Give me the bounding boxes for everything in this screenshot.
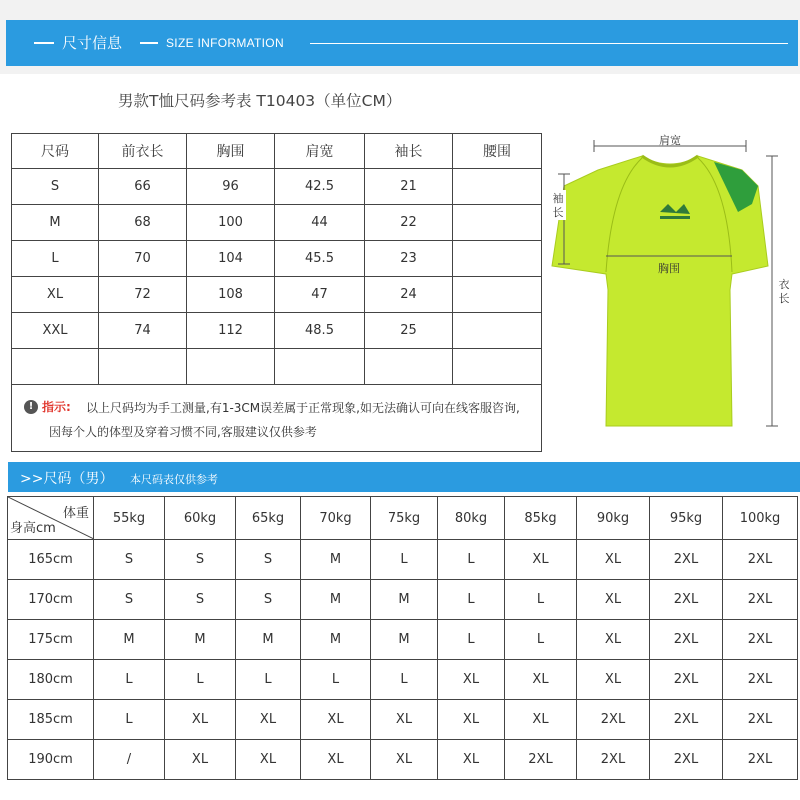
size-cell: XL [505, 540, 577, 580]
ref-cell: 23 [365, 241, 453, 277]
length-label [779, 278, 790, 305]
size-cell: L [371, 660, 438, 700]
size-cell: 2XL [723, 540, 798, 580]
size-cell: S [165, 540, 236, 580]
ref-col-header: 尺码 [12, 134, 99, 169]
ref-cell: 100 [187, 205, 275, 241]
height-cell: 190cm [8, 740, 94, 780]
note-text-line2: 因每个人的体型及穿着习惯不同,客服建议仅供参考 [49, 425, 317, 439]
size-cell: L [438, 620, 505, 660]
fit-table-row [8, 700, 798, 740]
size-cell: XL [438, 700, 505, 740]
weight-header: 100kg [723, 497, 798, 540]
weight-header: 95kg [650, 497, 723, 540]
note-box [11, 384, 542, 452]
size-cell: XL [301, 740, 371, 780]
weight-header: 75kg [371, 497, 438, 540]
note-text-line1: 以上尺码均为手工测量,有1-3CM误差属于正常现象,如无法确认可向在线客服咨询, [86, 401, 520, 415]
size-cell: L [505, 580, 577, 620]
fit-table-corner [8, 497, 94, 540]
size-cell: XL [505, 700, 577, 740]
fit-table-row [8, 660, 798, 700]
ref-cell: 47 [275, 277, 365, 313]
fit-table-header [8, 497, 798, 540]
length-label-char2: 长 [778, 292, 790, 305]
ref-cell: XL [12, 277, 99, 313]
ref-cell: 25 [365, 313, 453, 349]
size-cell: 2XL [723, 740, 798, 780]
ref-col-header: 肩宽 [275, 134, 365, 169]
size-cell: M [236, 620, 301, 660]
size-cell: XL [165, 700, 236, 740]
size-cell: 2XL [650, 580, 723, 620]
ref-cell [453, 349, 542, 385]
size-cell: XL [371, 700, 438, 740]
ref-cell: 44 [275, 205, 365, 241]
fit-table [7, 496, 798, 780]
ref-table-row [12, 313, 542, 349]
tshirt-diagram [542, 126, 800, 436]
ref-cell: 45.5 [275, 241, 365, 277]
ref-cell: XXL [12, 313, 99, 349]
size-cell: 2XL [505, 740, 577, 780]
size-cell: S [236, 580, 301, 620]
ref-cell: 22 [365, 205, 453, 241]
ref-col-header: 袖长 [365, 134, 453, 169]
tshirt-diagram-svg [542, 126, 800, 436]
size-cell: 2XL [723, 660, 798, 700]
ref-cell [453, 169, 542, 205]
weight-header: 80kg [438, 497, 505, 540]
size-cell: 2XL [650, 700, 723, 740]
section-header [6, 20, 798, 66]
ref-cell: 70 [99, 241, 187, 277]
size-cell: S [165, 580, 236, 620]
info-icon: ! [24, 400, 38, 414]
ref-table-row [12, 349, 542, 385]
sleeve-label-char1: 袖 [552, 192, 564, 205]
size-cell: L [94, 660, 165, 700]
ref-cell: S [12, 169, 99, 205]
weight-header: 60kg [165, 497, 236, 540]
sleeve-label-char2: 长 [552, 206, 564, 219]
ref-cell: 42.5 [275, 169, 365, 205]
size-cell: 2XL [650, 540, 723, 580]
fit-table-row [8, 540, 798, 580]
size-cell: XL [505, 660, 577, 700]
ref-size-table [11, 133, 542, 385]
ref-table-row [12, 205, 542, 241]
weight-header: 65kg [236, 497, 301, 540]
size-cell: 2XL [723, 620, 798, 660]
ref-cell: 72 [99, 277, 187, 313]
ref-cell: 68 [99, 205, 187, 241]
ref-cell: 48.5 [275, 313, 365, 349]
size-cell: XL [371, 740, 438, 780]
size-cell: 2XL [577, 740, 650, 780]
size-cell: L [301, 660, 371, 700]
corner-weight-label: 体重 [62, 506, 89, 521]
ref-table-row [12, 277, 542, 313]
size-cell: M [165, 620, 236, 660]
height-cell: 185cm [8, 700, 94, 740]
ref-col-header: 胸围 [187, 134, 275, 169]
size-cell: S [94, 540, 165, 580]
size-chart-bar [8, 462, 800, 492]
ref-cell [187, 349, 275, 385]
size-cell: S [236, 540, 301, 580]
size-cell: XL [165, 740, 236, 780]
size-cell: XL [236, 700, 301, 740]
size-cell: S [94, 580, 165, 620]
size-cell: XL [577, 620, 650, 660]
size-cell: 2XL [723, 700, 798, 740]
ref-cell: 112 [187, 313, 275, 349]
ref-cell: 66 [99, 169, 187, 205]
corner-height-label: 身高cm [10, 521, 56, 536]
size-cell: 2XL [723, 580, 798, 620]
ref-cell [453, 313, 542, 349]
header-rule [310, 43, 788, 44]
size-cell: L [371, 540, 438, 580]
size-cell: 2XL [650, 620, 723, 660]
ref-cell: L [12, 241, 99, 277]
length-label-char1: 衣 [778, 278, 790, 291]
ref-cell [275, 349, 365, 385]
size-cell: XL [301, 700, 371, 740]
height-cell: 175cm [8, 620, 94, 660]
ref-cell: 21 [365, 169, 453, 205]
ref-cell [99, 349, 187, 385]
weight-header: 90kg [577, 497, 650, 540]
ref-col-header: 前衣长 [99, 134, 187, 169]
weight-header: 55kg [94, 497, 165, 540]
ref-cell: M [12, 205, 99, 241]
size-cell: XL [236, 740, 301, 780]
size-cell: M [371, 620, 438, 660]
size-cell: 2XL [650, 660, 723, 700]
size-cell: XL [438, 740, 505, 780]
fit-table-row [8, 580, 798, 620]
ref-cell: 74 [99, 313, 187, 349]
size-cell: L [438, 580, 505, 620]
size-cell: XL [577, 580, 650, 620]
size-cell: M [301, 540, 371, 580]
size-cell: L [165, 660, 236, 700]
ref-table-row [12, 169, 542, 205]
size-chart-note: 本尺码表仅供参考 [130, 473, 218, 486]
size-cell: M [301, 580, 371, 620]
weight-header: 85kg [505, 497, 577, 540]
chest-label: 胸围 [658, 262, 680, 275]
size-cell: L [236, 660, 301, 700]
ref-cell [453, 205, 542, 241]
ref-cell [12, 349, 99, 385]
ref-table-title: 男款T恤尺码参考表 T10403（单位CM） [118, 92, 402, 110]
ref-cell: 24 [365, 277, 453, 313]
header-dash-right [140, 42, 158, 44]
ref-cell: 96 [187, 169, 275, 205]
note-label: 指示: [42, 400, 71, 414]
header-dash-left [34, 42, 54, 44]
size-cell: L [505, 620, 577, 660]
ref-cell [453, 241, 542, 277]
size-cell: M [371, 580, 438, 620]
size-cell: 2XL [577, 700, 650, 740]
size-cell: XL [438, 660, 505, 700]
height-cell: 170cm [8, 580, 94, 620]
weight-header: 70kg [301, 497, 371, 540]
shoulder-label: 肩宽 [659, 134, 681, 147]
size-cell: XL [577, 540, 650, 580]
size-cell: M [301, 620, 371, 660]
ref-table-header [12, 134, 542, 169]
ref-cell: 108 [187, 277, 275, 313]
size-cell: L [438, 540, 505, 580]
size-cell: L [94, 700, 165, 740]
section-subtitle: SIZE INFORMATION [166, 36, 284, 50]
fit-table-row [8, 740, 798, 780]
ref-table-row [12, 241, 542, 277]
height-cell: 165cm [8, 540, 94, 580]
ref-col-header: 腰围 [453, 134, 542, 169]
size-cell: 2XL [650, 740, 723, 780]
size-cell: M [94, 620, 165, 660]
size-cell: XL [577, 660, 650, 700]
ref-cell [453, 277, 542, 313]
fit-table-row [8, 620, 798, 660]
size-cell: / [94, 740, 165, 780]
ref-cell [365, 349, 453, 385]
section-title: 尺寸信息 [62, 34, 123, 52]
ref-cell: 104 [187, 241, 275, 277]
height-cell: 180cm [8, 660, 94, 700]
size-chart-title: >>尺码（男） [20, 471, 114, 487]
